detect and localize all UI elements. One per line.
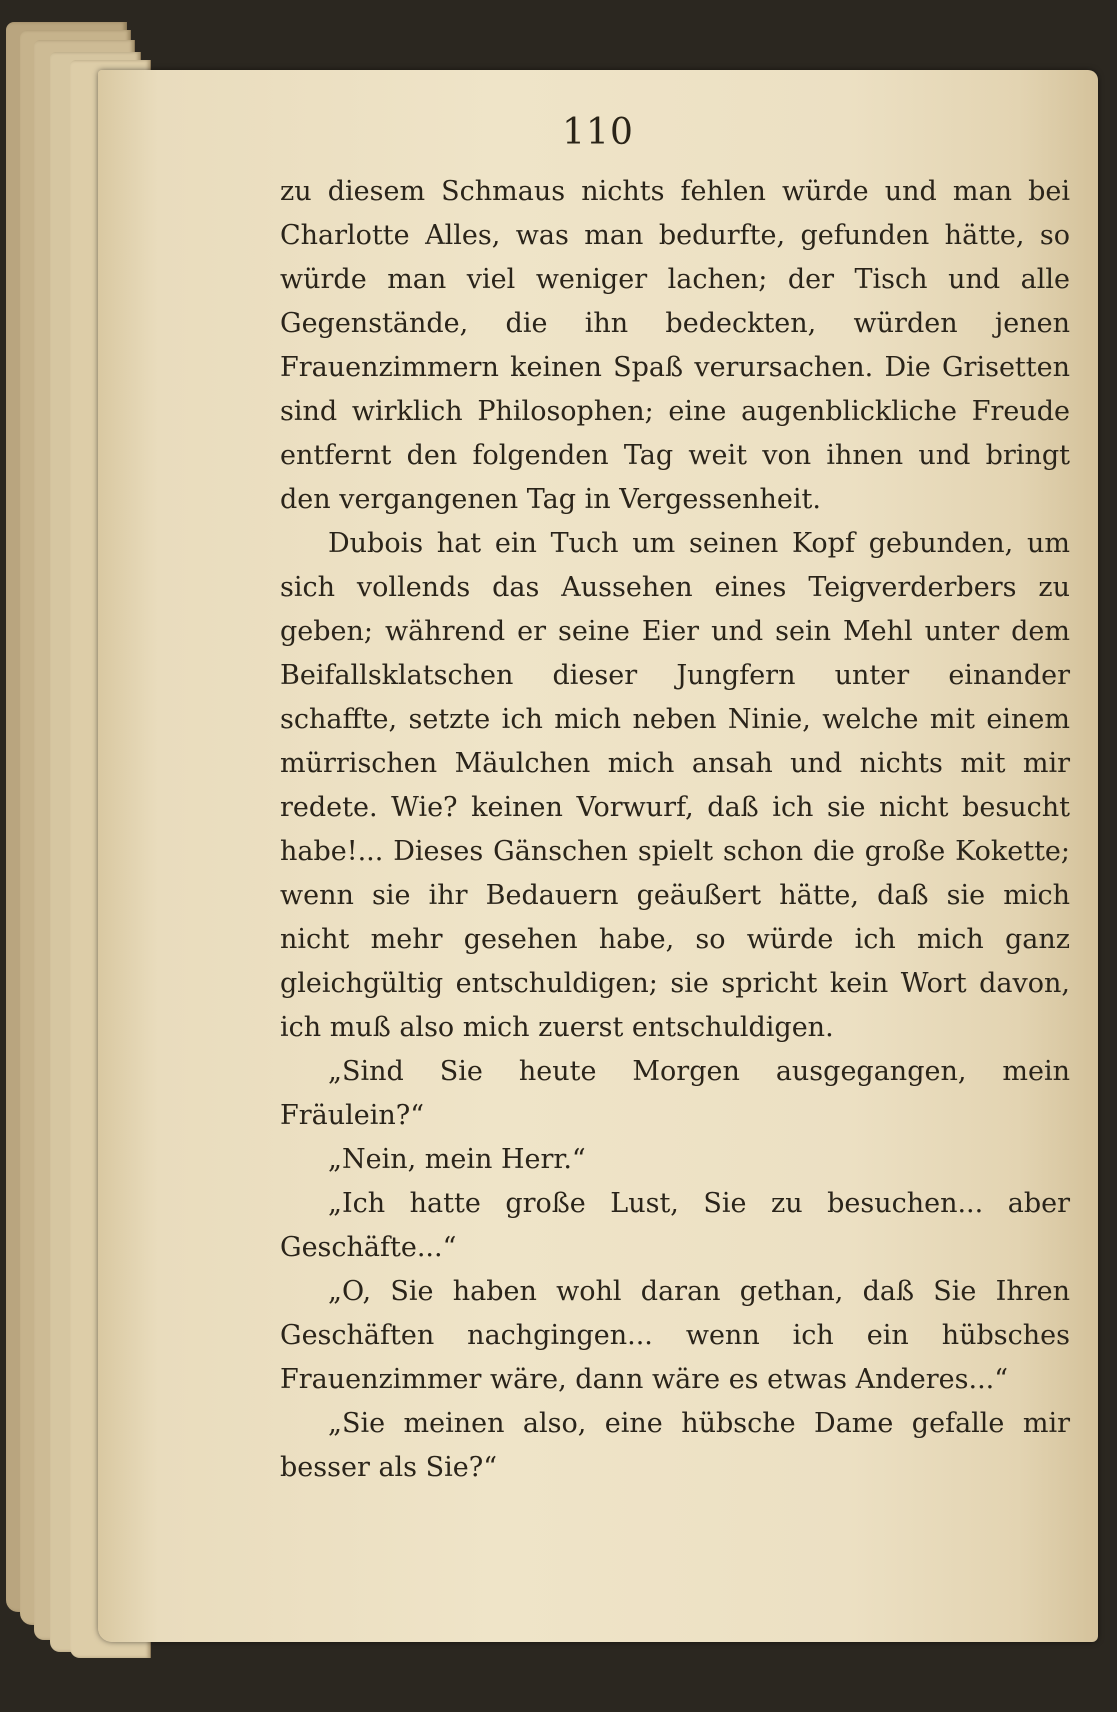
dialogue-line: „O, Sie haben wohl daran gethan, daß Sie Ihren Geschäften nachgingen... wenn ich ein hübsches Frauenzimmer wäre, dann wäre es etwas Anderes...“ xyxy=(280,1276,1070,1395)
dialogue-line: „Nein, mein Herr.“ xyxy=(328,1144,586,1175)
dialogue-line: „Sind Sie heute Morgen ausgegangen, mein Fräulein?“ xyxy=(280,1056,1070,1131)
dialogue-line: „Sie meinen also, eine hübsche Dame gefalle mir besser als Sie?“ xyxy=(280,1408,1070,1483)
paragraph: Dubois hat ein Tuch um seinen Kopf gebunden, um sich vollends das Aussehen eines Teigverderbers zu geben; während er seine Eier und sein Mehl unter dem Beifallsklatschen dieser Jungfern unter einander schaffte, setzte ich mich neben Ninie, welche mit einem mürrischen Mäulchen mich ansah und nichts mit mir redete. Wie? keinen Vorwurf, daß ich sie nicht besucht habe!... Dieses Gänschen spielt schon die große Kokette; wenn sie ihr Bedauern geäußert hätte, daß sie mich nicht mehr gesehen habe, so würde ich mich ganz gleichgültig entschuldigen; sie spricht kein Wort davon, ich muß also mich zuerst entschuldigen. xyxy=(280,528,1070,1043)
page-number: 110 xyxy=(562,112,634,153)
book-page xyxy=(98,70,1098,1642)
paragraph: zu diesem Schmaus nichts fehlen würde und man bei Charlotte Alles, was man bedurfte, gefunden hätte, so würde man viel weniger lachen; der Tisch und alle Gegenstände, die ihn bedeckten, würden jenen Frauenzimmern keinen Spaß verursachen. Die Grisetten sind wirklich Philosophen; eine augenblickliche Freude entfernt den folgenden Tag weit von ihnen und bringt den vergangenen Tag in Vergessenheit. xyxy=(280,176,1070,515)
body-text xyxy=(280,170,1070,1490)
dialogue-line: „Ich hatte große Lust, Sie zu besuchen... aber Geschäfte...“ xyxy=(280,1188,1070,1263)
